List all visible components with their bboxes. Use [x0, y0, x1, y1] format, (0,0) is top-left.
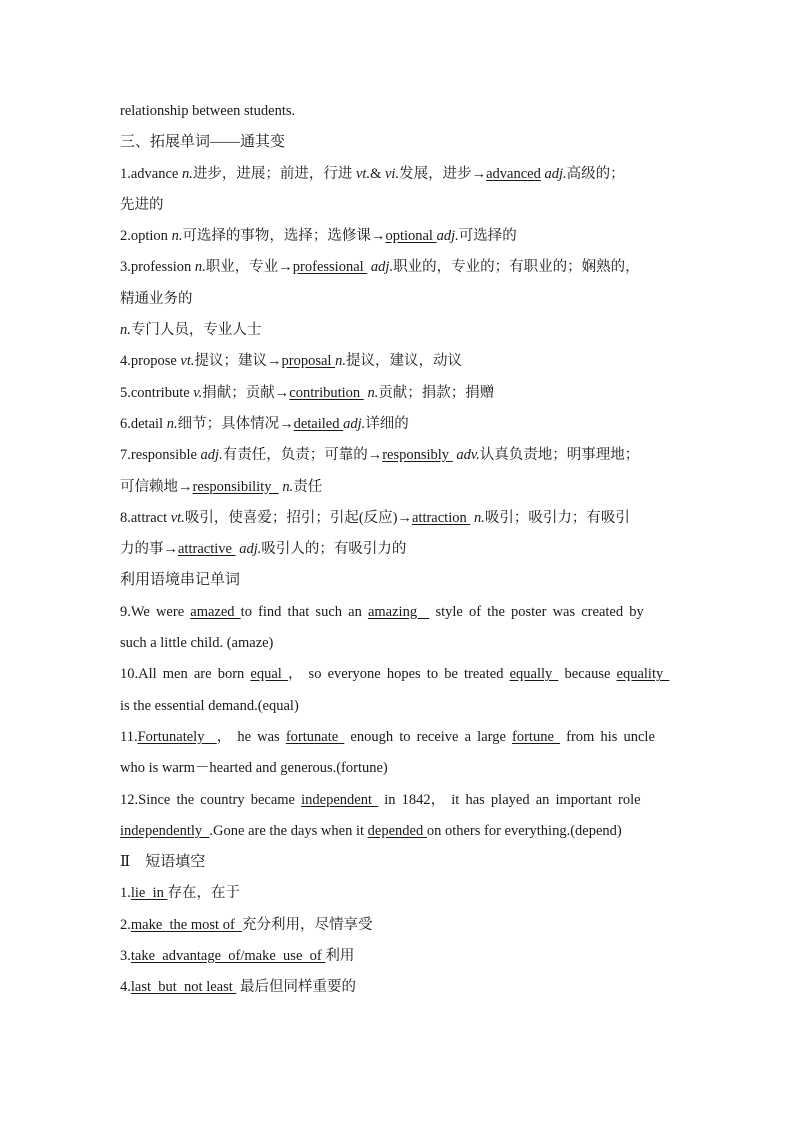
answer-blank: attractive [178, 541, 236, 558]
text-run: 6.detail [120, 415, 167, 432]
part-of-speech: n. [166, 415, 178, 432]
part-of-speech: adj. [436, 228, 459, 245]
answer-blank: lie in [130, 885, 168, 902]
answer-blank: equal [250, 666, 288, 683]
text-run: 8.attract [120, 509, 171, 526]
text-run: 5.contribute [120, 384, 194, 401]
answer-blank: responsibility [192, 478, 279, 495]
text-run: because [558, 666, 617, 683]
text-run: 高级的； [566, 165, 625, 182]
text-run: 可选择的 [458, 228, 517, 245]
answer-blank: independent [301, 791, 379, 808]
text-line-l27 [120, 941, 680, 972]
text-run: 3.profession [120, 259, 195, 276]
text-line-l5 [120, 252, 680, 283]
text-line-l20 [120, 722, 680, 753]
text-run: 进步，进展；前进，行进 [192, 165, 356, 182]
text-run: 精通业务的 [120, 290, 193, 307]
text-run: 先进的 [120, 196, 164, 213]
part-of-speech: vi. [385, 165, 400, 182]
text-run: 三、拓展单词——通其变 [120, 134, 286, 151]
text-line-l13 [120, 503, 680, 534]
text-run: .Gone are the days when it [209, 822, 368, 839]
text-line-l2 [120, 159, 680, 190]
text-line-l16 [120, 597, 680, 628]
answer-blank: amazing [367, 603, 430, 620]
text-run: 提议，建议，动议 [345, 353, 462, 370]
answer-blank: fortune [512, 728, 561, 745]
part-of-speech: adj. [370, 259, 394, 276]
text-run: relationship between students. [120, 103, 296, 119]
part-of-speech: v. [193, 384, 203, 401]
answer-blank: depended [367, 822, 427, 839]
text-run: 吸引，使喜爱；招引；引起(反应)→ [184, 509, 412, 526]
text-run: 细节；具体情况→ [177, 415, 294, 432]
text-line-l0 [120, 96, 680, 127]
part-of-speech: adj. [544, 165, 567, 182]
text-run: 贡献；捐款；捐赠 [378, 384, 495, 401]
part-of-speech: n. [335, 353, 346, 370]
text-line-l11 [120, 440, 680, 471]
answer-blank: make the most of [130, 916, 243, 933]
text-line-l7 [120, 315, 680, 346]
text-run: ， he was [216, 728, 286, 745]
text-line-l15 [120, 565, 680, 596]
text-run: style of the poster was created by [429, 603, 644, 620]
part-of-speech: n. [171, 228, 183, 245]
text-line-l25 [120, 878, 680, 909]
text-line-l6 [120, 284, 680, 315]
text-run: 可信赖地→ [120, 478, 193, 495]
part-of-speech: adj. [343, 415, 366, 432]
text-line-l8 [120, 346, 680, 377]
text-run: 2.option [120, 228, 172, 245]
answer-blank: detailed [293, 415, 344, 432]
part-of-speech: n. [367, 384, 379, 401]
text-run: 认真负责地；明事理地； [479, 447, 640, 464]
text-run: is the essential demand.(equal) [120, 697, 299, 714]
text-run: 职业的，专业的；有职业的；娴熟的， [393, 259, 640, 276]
answer-blank: amazed [190, 603, 241, 620]
text-line-l26 [120, 910, 680, 941]
text-run: from his uncle [560, 728, 655, 745]
answer-blank: advanced [486, 165, 541, 182]
text-run: 1.advance [120, 165, 182, 182]
text-run: 2. [120, 916, 131, 933]
document-body [120, 96, 680, 1004]
text-run: 可选择的事物，选择；选修课→ [182, 228, 386, 245]
text-run: 充分利用，尽情享受 [242, 916, 373, 933]
part-of-speech: adj. [239, 541, 262, 558]
answer-blank: attraction [411, 509, 471, 526]
part-of-speech: n. [182, 165, 193, 182]
answer-blank: professional [292, 259, 368, 276]
text-run: 1. [120, 885, 131, 902]
answer-blank: last but not least [130, 979, 237, 996]
text-run: 10.All men are born [120, 666, 251, 683]
text-run: ， so everyone hopes to be treated [287, 666, 510, 683]
answer-blank: independently [120, 822, 210, 839]
text-run: 利用 [325, 948, 355, 965]
text-run: 发展，进步→ [399, 165, 487, 182]
part-of-speech: vt. [356, 165, 371, 182]
answer-blank: contribution [289, 384, 364, 401]
part-of-speech: n. [120, 322, 131, 339]
text-line-l28 [120, 972, 680, 1003]
text-line-l17 [120, 628, 680, 659]
part-of-speech: vt. [170, 509, 185, 526]
text-run: 捐献；贡献→ [202, 384, 290, 401]
text-run: 4.propose [120, 353, 181, 370]
part-of-speech: n. [282, 478, 294, 495]
text-line-l23 [120, 816, 680, 847]
part-of-speech: adv. [456, 447, 480, 464]
text-line-l19 [120, 691, 680, 722]
part-of-speech: vt. [180, 353, 195, 370]
text-line-l4 [120, 221, 680, 252]
answer-blank: Fortunately [137, 728, 217, 745]
text-run: 7.responsible [120, 447, 201, 464]
text-run: 详细的 [365, 415, 409, 432]
text-run: 力的事→ [120, 541, 178, 558]
text-run: 吸引；吸引力；有吸引 [484, 509, 630, 526]
text-run: 12.Since the country became [120, 791, 302, 808]
text-run: 11. [120, 728, 138, 745]
answer-blank: equality [616, 666, 670, 683]
text-run: 存在，在于 [167, 885, 241, 902]
text-run: 吸引人的；有吸引力的 [261, 541, 407, 558]
text-run: 专门人员，专业人士 [130, 322, 262, 339]
text-run: in 1842， it has played an important role [378, 791, 641, 808]
text-line-l24 [120, 847, 680, 878]
text-line-l18 [120, 659, 680, 690]
text-run: 4. [120, 979, 131, 996]
part-of-speech: adj. [200, 447, 223, 464]
text-run: Ⅱ 短语填空 [120, 854, 206, 871]
text-run: & [370, 165, 385, 182]
text-run: 最后但同样重要的 [236, 979, 357, 996]
text-line-l21 [120, 753, 680, 784]
text-run: 3. [120, 948, 131, 965]
text-line-l12 [120, 472, 680, 503]
answer-blank: proposal [281, 353, 336, 370]
answer-blank: responsibly [382, 447, 453, 464]
text-run: 利用语境串记单词 [120, 572, 241, 589]
text-line-l9 [120, 378, 680, 409]
answer-blank: optional [385, 228, 437, 245]
text-run: who is warm－hearted and generous.(fortune) [120, 760, 388, 777]
text-run: 9.We were [120, 603, 191, 620]
text-run: such a little child. (amaze) [120, 635, 274, 652]
text-run: 有责任，负责；可靠的→ [222, 447, 383, 464]
text-run: 责任 [293, 478, 323, 495]
text-run: on others for everything.(depend) [426, 822, 622, 839]
answer-blank: take advantage of/make use of [130, 948, 326, 965]
answer-blank: equally [509, 666, 559, 683]
text-run: enough to receive a large [344, 728, 513, 745]
part-of-speech: n. [474, 509, 485, 526]
part-of-speech: n. [194, 259, 206, 276]
text-line-l22 [120, 785, 680, 816]
text-line-l3 [120, 190, 680, 221]
text-line-l10 [120, 409, 680, 440]
text-run: 职业，专业→ [205, 259, 293, 276]
text-run: to find that such an [240, 603, 368, 620]
text-run: 提议；建议→ [194, 353, 282, 370]
answer-blank: fortunate [285, 728, 345, 745]
text-line-l1 [120, 127, 680, 158]
text-line-l14 [120, 534, 680, 565]
